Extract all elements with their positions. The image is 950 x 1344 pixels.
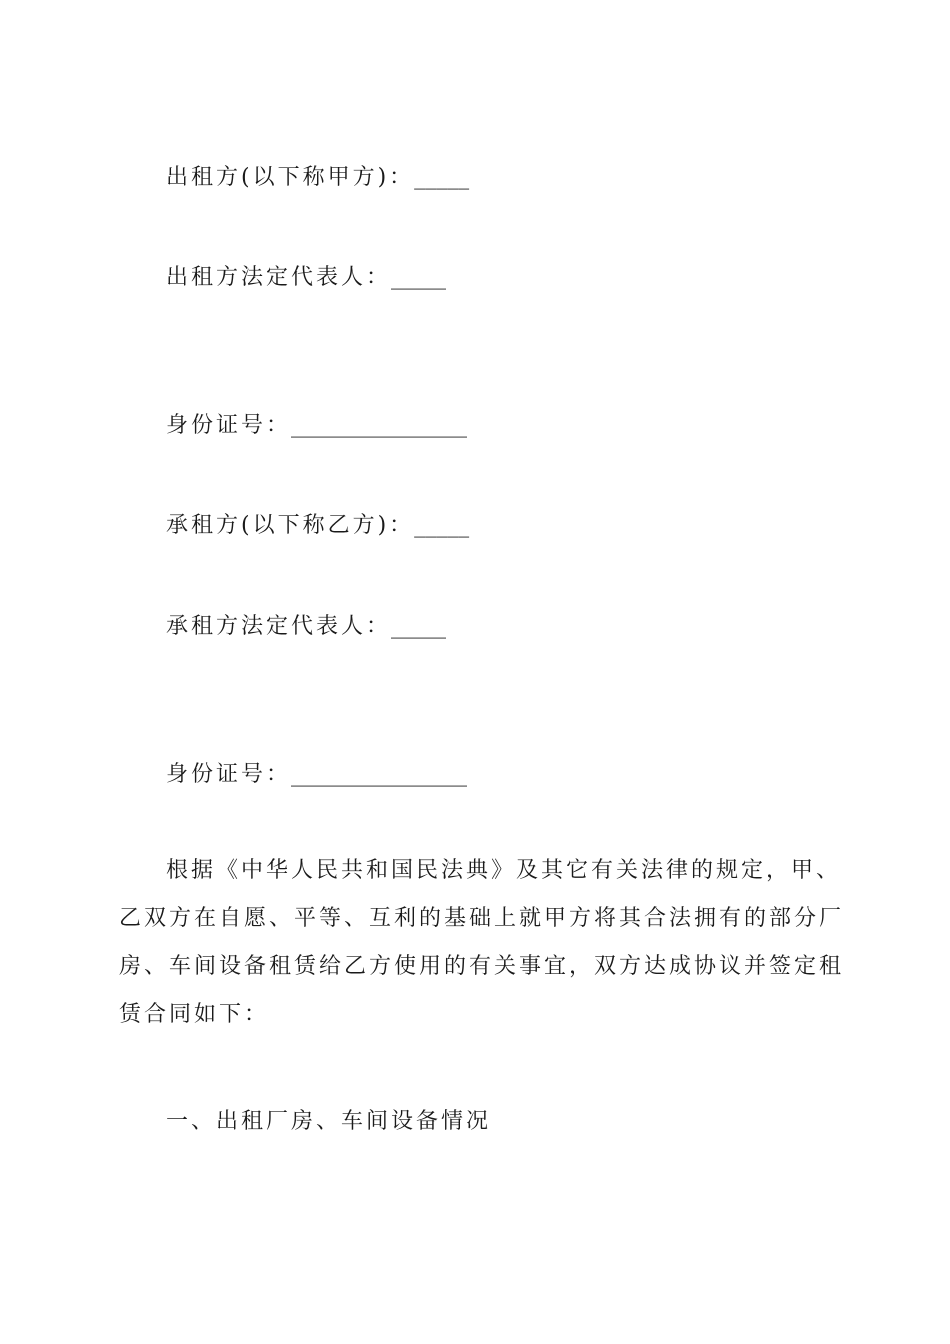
lessor-representative-label: 出租方法定代表人： — [166, 265, 392, 290]
lessee-representative-field — [166, 612, 446, 642]
lessee-id-field — [166, 760, 467, 790]
lessor-id-blank: ________________ — [291, 413, 468, 438]
section-heading: 一、出租厂房、车间设备情况 — [166, 1109, 492, 1134]
lessee-label: 承租方(以下称乙方)： — [166, 513, 415, 538]
lessee-representative-blank: _____ — [391, 614, 447, 639]
preamble-line: 根据《中华人民共和国民法典》及其它有关法律的规定，甲、 — [166, 858, 842, 883]
preamble-line: 房、车间设备租赁给乙方使用的有关事宜，双方达成协议并签定租 — [119, 954, 845, 979]
lessee-representative-label: 承租方法定代表人： — [166, 614, 392, 639]
lessor-id-field — [166, 411, 467, 441]
lessor-representative-blank: _____ — [391, 265, 447, 290]
lessee-field — [166, 511, 469, 541]
lessor-label: 出租方(以下称甲方)： — [166, 165, 415, 190]
preamble-line: 赁合同如下： — [119, 1002, 270, 1027]
lessor-field — [166, 163, 469, 193]
lessee-id-blank: ________________ — [291, 762, 468, 787]
lessee-blank: _____ — [414, 513, 470, 538]
lessor-id-label: 身份证号： — [166, 413, 292, 438]
lessee-id-label: 身份证号： — [166, 762, 292, 787]
lessor-blank: _____ — [414, 165, 470, 190]
preamble-paragraph — [119, 847, 845, 1039]
lessor-representative-field — [166, 263, 446, 293]
preamble-line: 乙双方在自愿、平等、互利的基础上就甲方将其合法拥有的部分厂 — [119, 906, 845, 931]
